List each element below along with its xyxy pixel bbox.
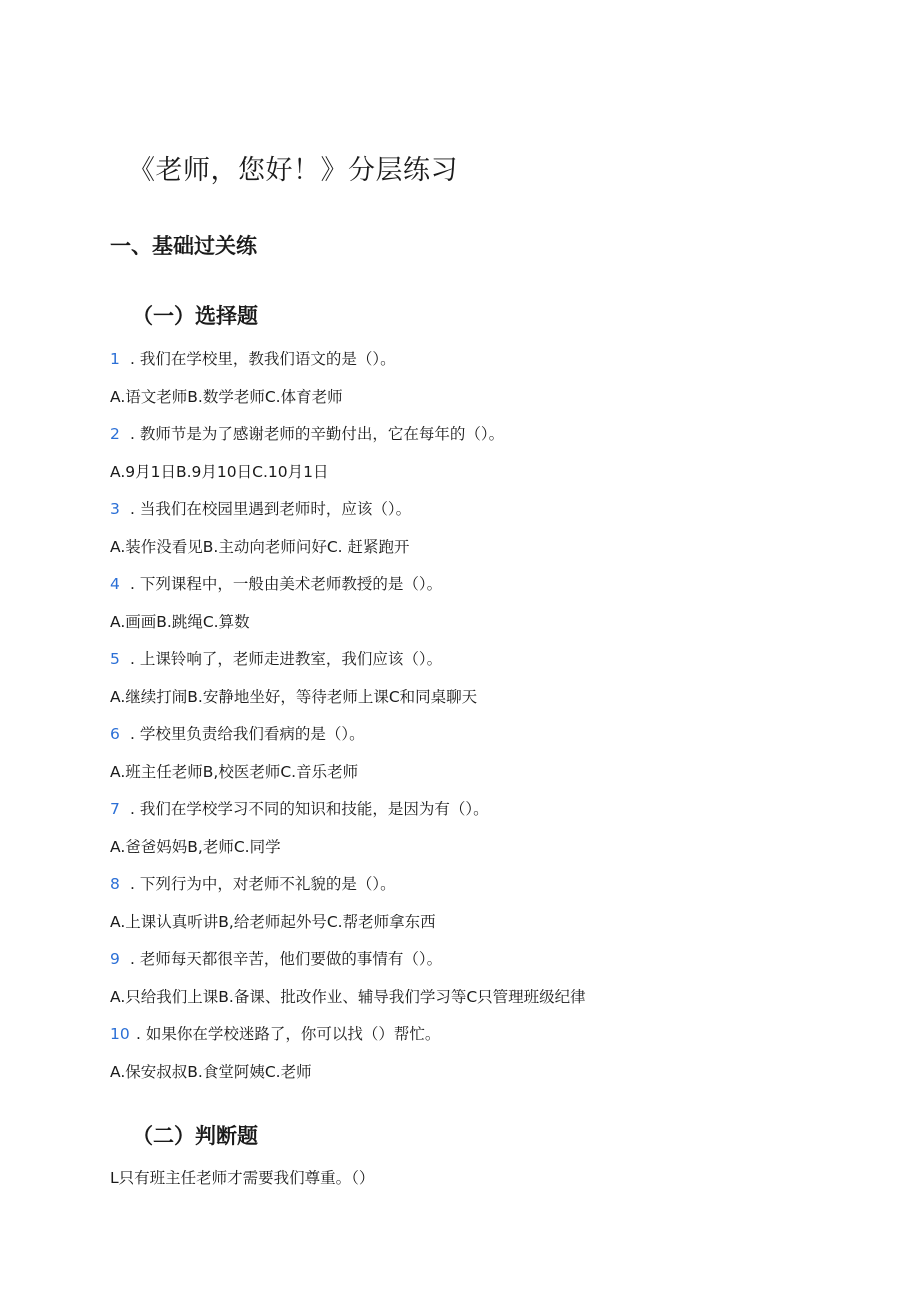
true-false-question-1: L只有班主任老师才需要我们尊重。（） [110, 1169, 375, 1187]
question-number: 9 [110, 950, 120, 968]
question-text: . 学校里负责给我们看病的是（）。 [130, 725, 365, 743]
question-7 [110, 797, 870, 835]
document-title: 《老师，您好！》分层练习 [128, 155, 458, 186]
question-text: . 我们在学校里，教我们语文的是（）。 [130, 350, 396, 368]
options-9: A.只给我们上课B.备课、批改作业、辅导我们学习等C只管理班级纪律 [110, 987, 586, 1006]
options-1: A.语文老师B.数学老师C.体育老师 [110, 387, 343, 406]
question-number: 6 [110, 725, 120, 743]
question-number: 1 [110, 350, 120, 368]
options-7: A.爸爸妈妈B,老师C.同学 [110, 837, 281, 856]
question-text: . 下列课程中，一般由美术老师教授的是（）。 [130, 575, 443, 593]
options-8: A.上课认真听讲B,给老师起外号C.帮老师拿东西 [110, 912, 436, 931]
question-text: . 老师每天都很辛苦，他们要做的事情有（）。 [130, 950, 443, 968]
question-2 [110, 422, 870, 460]
options-3: A.装作没看见B.主动向老师问好C. 赶紧跑开 [110, 537, 410, 556]
options-10: A.保安叔叔B.食堂阿姨C.老师 [110, 1062, 312, 1081]
question-3 [110, 497, 870, 535]
question-list [110, 347, 870, 1097]
question-text: . 我们在学校学习不同的知识和技能，是因为有（）。 [130, 800, 489, 818]
question-number: 8 [110, 875, 120, 893]
question-6 [110, 722, 870, 760]
question-text: . 上课铃响了，老师走进教室，我们应该（）。 [130, 650, 443, 668]
options-4: A.画画B.跳绳C.算数 [110, 612, 250, 631]
question-9 [110, 947, 870, 985]
multiple-choice-heading: （一）选择题 [132, 304, 258, 328]
question-number: 10 [110, 1025, 130, 1043]
question-1 [110, 347, 870, 385]
question-number: 4 [110, 575, 120, 593]
question-text: . 下列行为中，对老师不礼貌的是（）。 [130, 875, 396, 893]
question-text: . 教师节是为了感谢老师的辛勤付出，它在每年的（）。 [130, 425, 505, 443]
options-6: A.班主任老师B,校医老师C.音乐老师 [110, 762, 359, 781]
question-number: 3 [110, 500, 120, 518]
question-number: 2 [110, 425, 120, 443]
true-false-heading: （二）判断题 [132, 1124, 258, 1148]
question-text: . 如果你在学校迷路了，你可以找（）帮忙。 [136, 1025, 441, 1043]
section-heading-basic: 一、基础过关练 [110, 234, 257, 258]
question-8 [110, 872, 870, 910]
question-5 [110, 647, 870, 685]
options-5: A.继续打闹B.安静地坐好，等待老师上课C和同桌聊天 [110, 687, 478, 706]
question-4 [110, 572, 870, 610]
question-number: 7 [110, 800, 120, 818]
question-10 [110, 1022, 870, 1060]
options-2: A.9月1日B.9月10日C.10月1日 [110, 462, 329, 481]
question-number: 5 [110, 650, 120, 668]
question-text: . 当我们在校园里遇到老师时，应该（）。 [130, 500, 412, 518]
